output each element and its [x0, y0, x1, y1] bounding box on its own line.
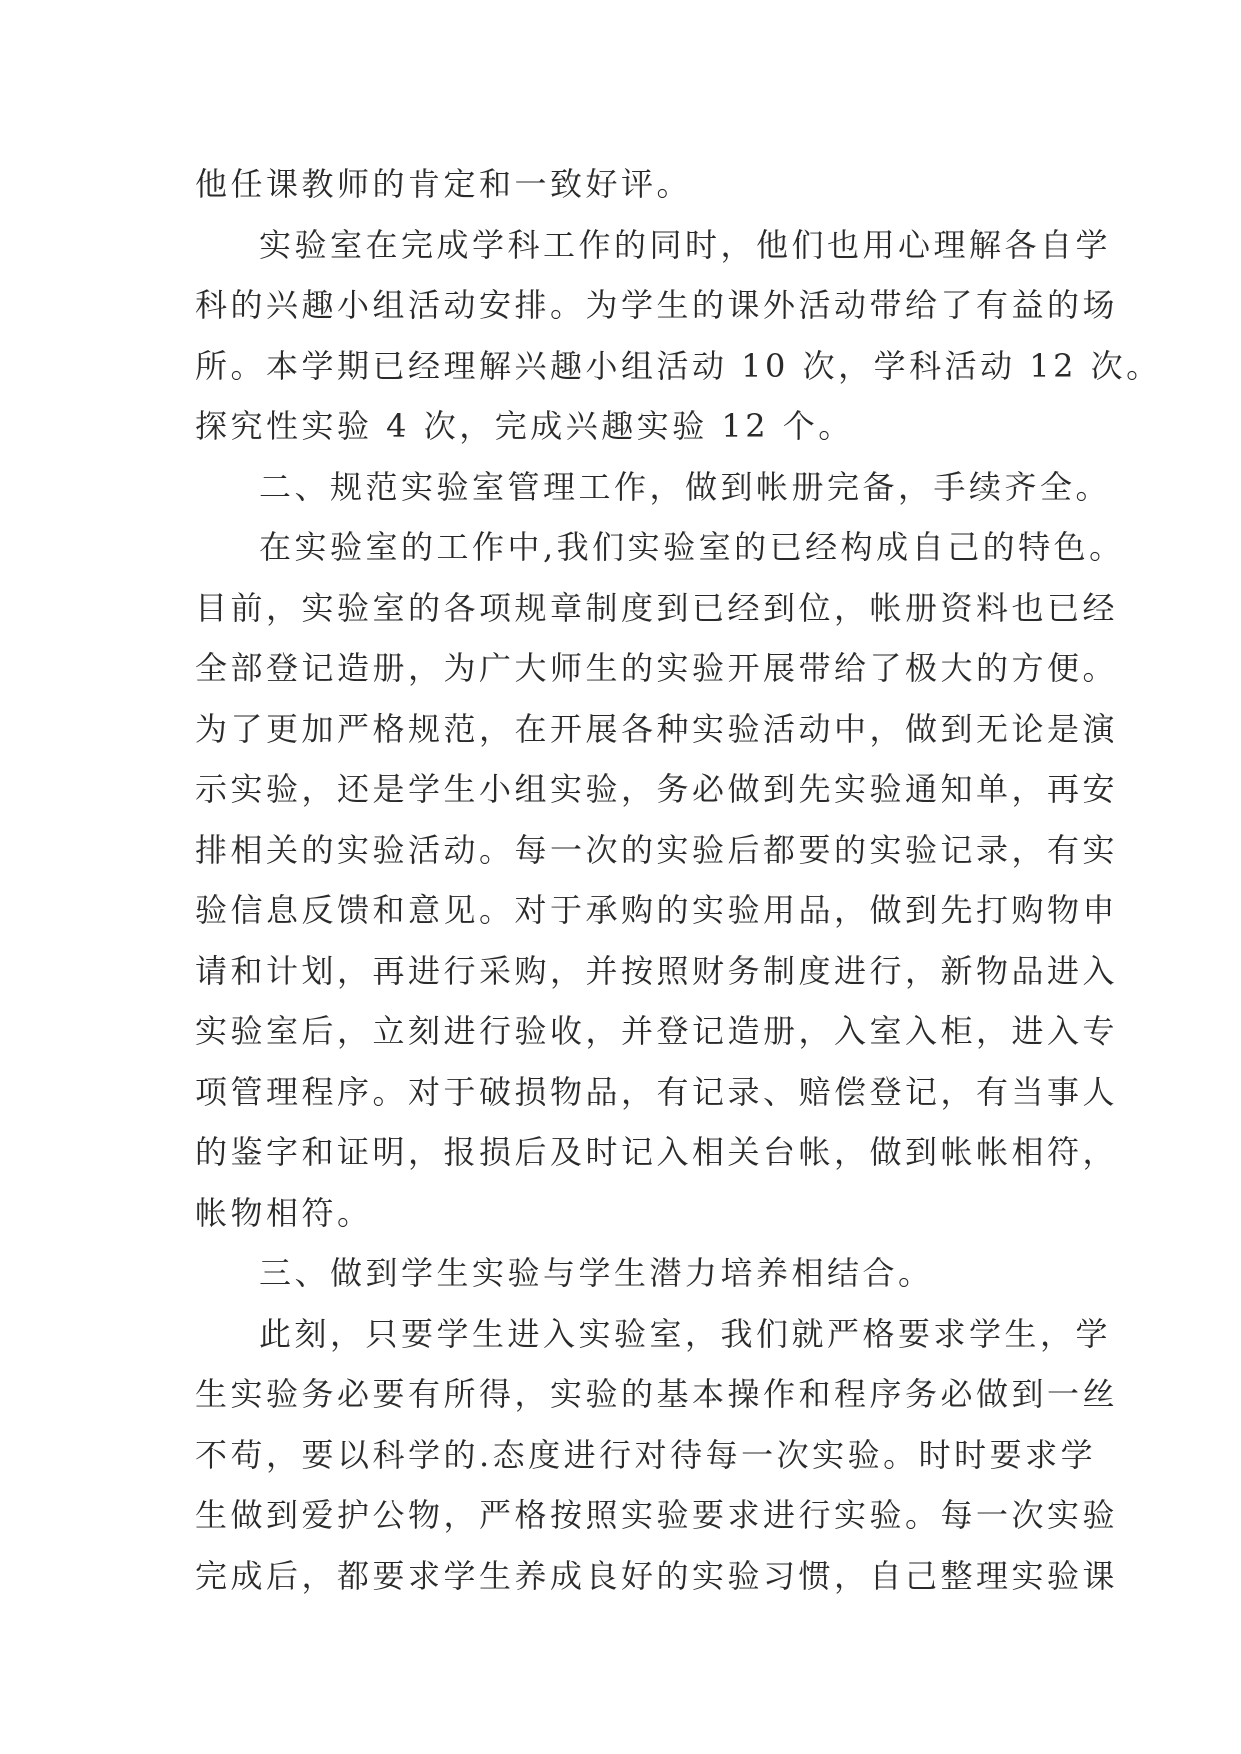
- text-line: 示实验，还是学生小组实验，务必做到先实验通知单，再安: [195, 770, 1119, 808]
- text-line: 目前，实验室的各项规章制度到已经到位，帐册资料也已经: [195, 588, 1119, 627]
- text-line: 探究性实验 4 次，完成兴趣实验 12 个。: [195, 407, 854, 445]
- text-line: 排相关的实验活动。每一次的实验后都要的实验记录，有实: [195, 830, 1119, 869]
- text-line: 生实验务必要有所得，实验的基本操作和程序务必做到一丝: [195, 1375, 1119, 1413]
- text-line: 生做到爱护公物，严格按照实验要求进行实验。每一次实验: [195, 1496, 1119, 1534]
- section-heading: 二、规范实验室管理工作，做到帐册完备，手续齐全。: [259, 467, 1112, 506]
- text-line: 的鉴字和证明，报损后及时记入相关台帐，做到帐帐相符，: [195, 1133, 1119, 1171]
- body-text: [195, 154, 1162, 1606]
- text-line: 完成后，都要求学生养成良好的实验习惯，自己整理实验课: [195, 1556, 1119, 1595]
- text-line: 实验室在完成学科工作的同时，他们也用心理解各自学: [259, 225, 1112, 264]
- text-line: 请和计划，再进行采购，并按照财务制度进行，新物品进入: [195, 951, 1119, 990]
- text-line: 全部登记造册，为广大师生的实验开展带给了极大的方便。: [195, 649, 1119, 687]
- text-line: 不苟，要以科学的.态度进行对待每一次实验。时时要求学: [195, 1435, 1097, 1474]
- text-line: 科的兴趣小组活动安排。为学生的课外活动带给了有益的场: [195, 286, 1119, 324]
- text-line: 项管理程序。对于破损物品，有记录、赔偿登记，有当事人: [195, 1072, 1119, 1111]
- section-heading: 三、做到学生实验与学生潜力培养相结合。: [259, 1254, 934, 1292]
- text-line: 他任课教师的肯定和一致好评。: [195, 165, 693, 203]
- text-line: 验信息反馈和意见。对于承购的实验用品，做到先打购物申: [195, 891, 1119, 929]
- text-line: 所。本学期已经理解兴趣小组活动 10 次，学科活动 12 次。: [195, 346, 1162, 385]
- text-line: 为了更加严格规范，在开展各种实验活动中，做到无论是演: [195, 709, 1119, 748]
- text-line: 帐物相符。: [195, 1193, 373, 1232]
- text-line: 实验室后，立刻进行验收，并登记造册，入室入柜，进入专: [195, 1012, 1119, 1050]
- text-line: 此刻，只要学生进入实验室，我们就严格要求学生，学: [259, 1314, 1112, 1353]
- text-line: 在实验室的工作中,我们实验室的已经构成自己的特色。: [259, 528, 1125, 566]
